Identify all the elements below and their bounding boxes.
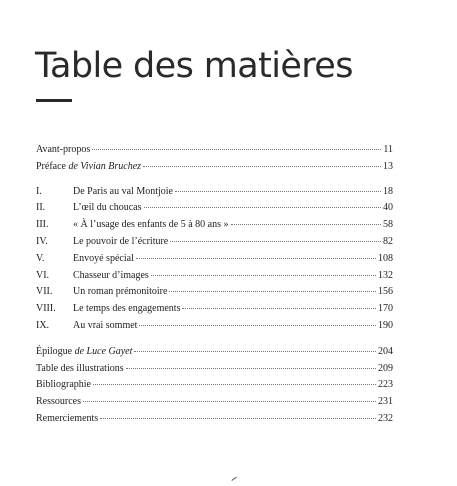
toc-chapter-6 <box>36 268 393 285</box>
toc-entry-page: 190 <box>378 319 393 331</box>
toc-entry-page: 232 <box>378 412 393 424</box>
page-corner-mark <box>231 477 238 484</box>
toc-entry-bibliographie <box>36 377 393 394</box>
toc-entry-label <box>36 159 141 176</box>
dot-leader <box>136 258 376 259</box>
dot-leader <box>134 351 376 352</box>
dot-leader <box>100 418 376 419</box>
toc-entry-illustrations <box>36 361 393 378</box>
toc-chapter-number: IV. <box>36 235 48 247</box>
dot-leader <box>144 207 381 208</box>
toc-chapter-3 <box>36 217 393 234</box>
toc-entry-page: 170 <box>378 303 393 315</box>
toc-chapter-number: VIII. <box>36 303 56 315</box>
toc-chapter-number: VII. <box>36 286 53 298</box>
toc-entry-label: « À l’usage des enfants de 5 à 80 ans » <box>73 219 229 231</box>
page-title: Table des matières <box>35 46 353 86</box>
toc-entry-page: 40 <box>383 202 393 214</box>
title-rule <box>36 99 72 102</box>
toc-entry-label: Envoyé spécial <box>73 252 134 264</box>
dot-leader <box>169 291 376 292</box>
toc-chapter-9 <box>36 318 393 335</box>
toc-chapter-7 <box>36 284 393 301</box>
toc-chapter-number: I. <box>36 185 42 197</box>
toc-chapter-number: VI. <box>36 269 50 281</box>
toc-entry-label-italic: de Vivian Bruchez <box>68 160 142 172</box>
toc-entry-avant-propos <box>36 142 393 159</box>
toc-entry-epilogue <box>36 344 393 361</box>
toc-chapter-number: III. <box>36 219 49 231</box>
toc-entry-page: 204 <box>378 345 393 357</box>
toc-entry-label: Table des illustrations <box>36 362 124 374</box>
toc-entry-label: Avant-propos <box>36 144 91 155</box>
table-of-contents <box>36 142 393 428</box>
toc-back-matter <box>36 344 393 428</box>
dot-leader <box>143 166 381 167</box>
dot-leader <box>92 149 381 150</box>
dot-leader <box>182 308 376 309</box>
dot-leader <box>126 368 376 369</box>
dot-leader <box>151 275 376 276</box>
toc-entry-label-plain: Préface <box>36 160 69 172</box>
toc-entry-page: 18 <box>383 185 393 197</box>
toc-entry-page: 132 <box>378 269 393 281</box>
toc-entry-page: 223 <box>378 379 393 391</box>
toc-entry-page: 108 <box>378 252 393 264</box>
toc-entry-page: 82 <box>383 235 393 247</box>
toc-entry-label: Un roman prémonitoire <box>73 286 168 298</box>
dot-leader <box>83 401 376 402</box>
toc-chapter-2 <box>36 200 393 217</box>
toc-front-matter <box>36 142 393 176</box>
toc-entry-label: Le pouvoir de l’écriture <box>73 235 169 247</box>
toc-entry-label-italic: de Luce Gayet <box>74 345 133 357</box>
dot-leader <box>231 224 381 225</box>
toc-entry-page: 156 <box>378 286 393 298</box>
toc-entry-label: L’œil du choucas <box>73 202 142 214</box>
toc-entry-remerciements <box>36 411 393 428</box>
toc-entry-label: Ressources <box>36 396 81 408</box>
toc-chapter-number: IX. <box>36 319 50 331</box>
dot-leader <box>170 241 381 242</box>
toc-chapters <box>36 184 393 335</box>
toc-entry-page: 11 <box>383 144 393 155</box>
toc-entry-label: Le temps des engagements <box>73 303 181 315</box>
dot-leader <box>93 384 376 385</box>
dot-leader <box>139 325 376 326</box>
toc-entry-label: Au vrai sommet <box>73 319 138 331</box>
toc-entry-label-plain: Épilogue <box>36 345 75 357</box>
toc-entry-page: 58 <box>383 219 393 231</box>
toc-entry-label <box>36 344 132 361</box>
toc-chapter-4 <box>36 234 393 251</box>
toc-entry-page: 209 <box>378 362 393 374</box>
toc-entry-label: Remerciements <box>36 412 99 424</box>
toc-entry-label: Bibliographie <box>36 379 91 391</box>
toc-entry-label: Chasseur d’images <box>73 269 149 281</box>
toc-entry-label: De Paris au val Montjoie <box>73 185 173 197</box>
toc-chapter-number: II. <box>36 202 46 214</box>
toc-chapter-5 <box>36 251 393 268</box>
toc-chapter-1 <box>36 184 393 201</box>
toc-entry-preface <box>36 159 393 176</box>
dot-leader <box>175 191 381 192</box>
toc-entry-ressources <box>36 394 393 411</box>
toc-chapter-number: V. <box>36 252 45 264</box>
toc-chapter-8 <box>36 301 393 318</box>
toc-entry-page: 231 <box>378 396 393 408</box>
toc-entry-page: 13 <box>383 160 393 172</box>
